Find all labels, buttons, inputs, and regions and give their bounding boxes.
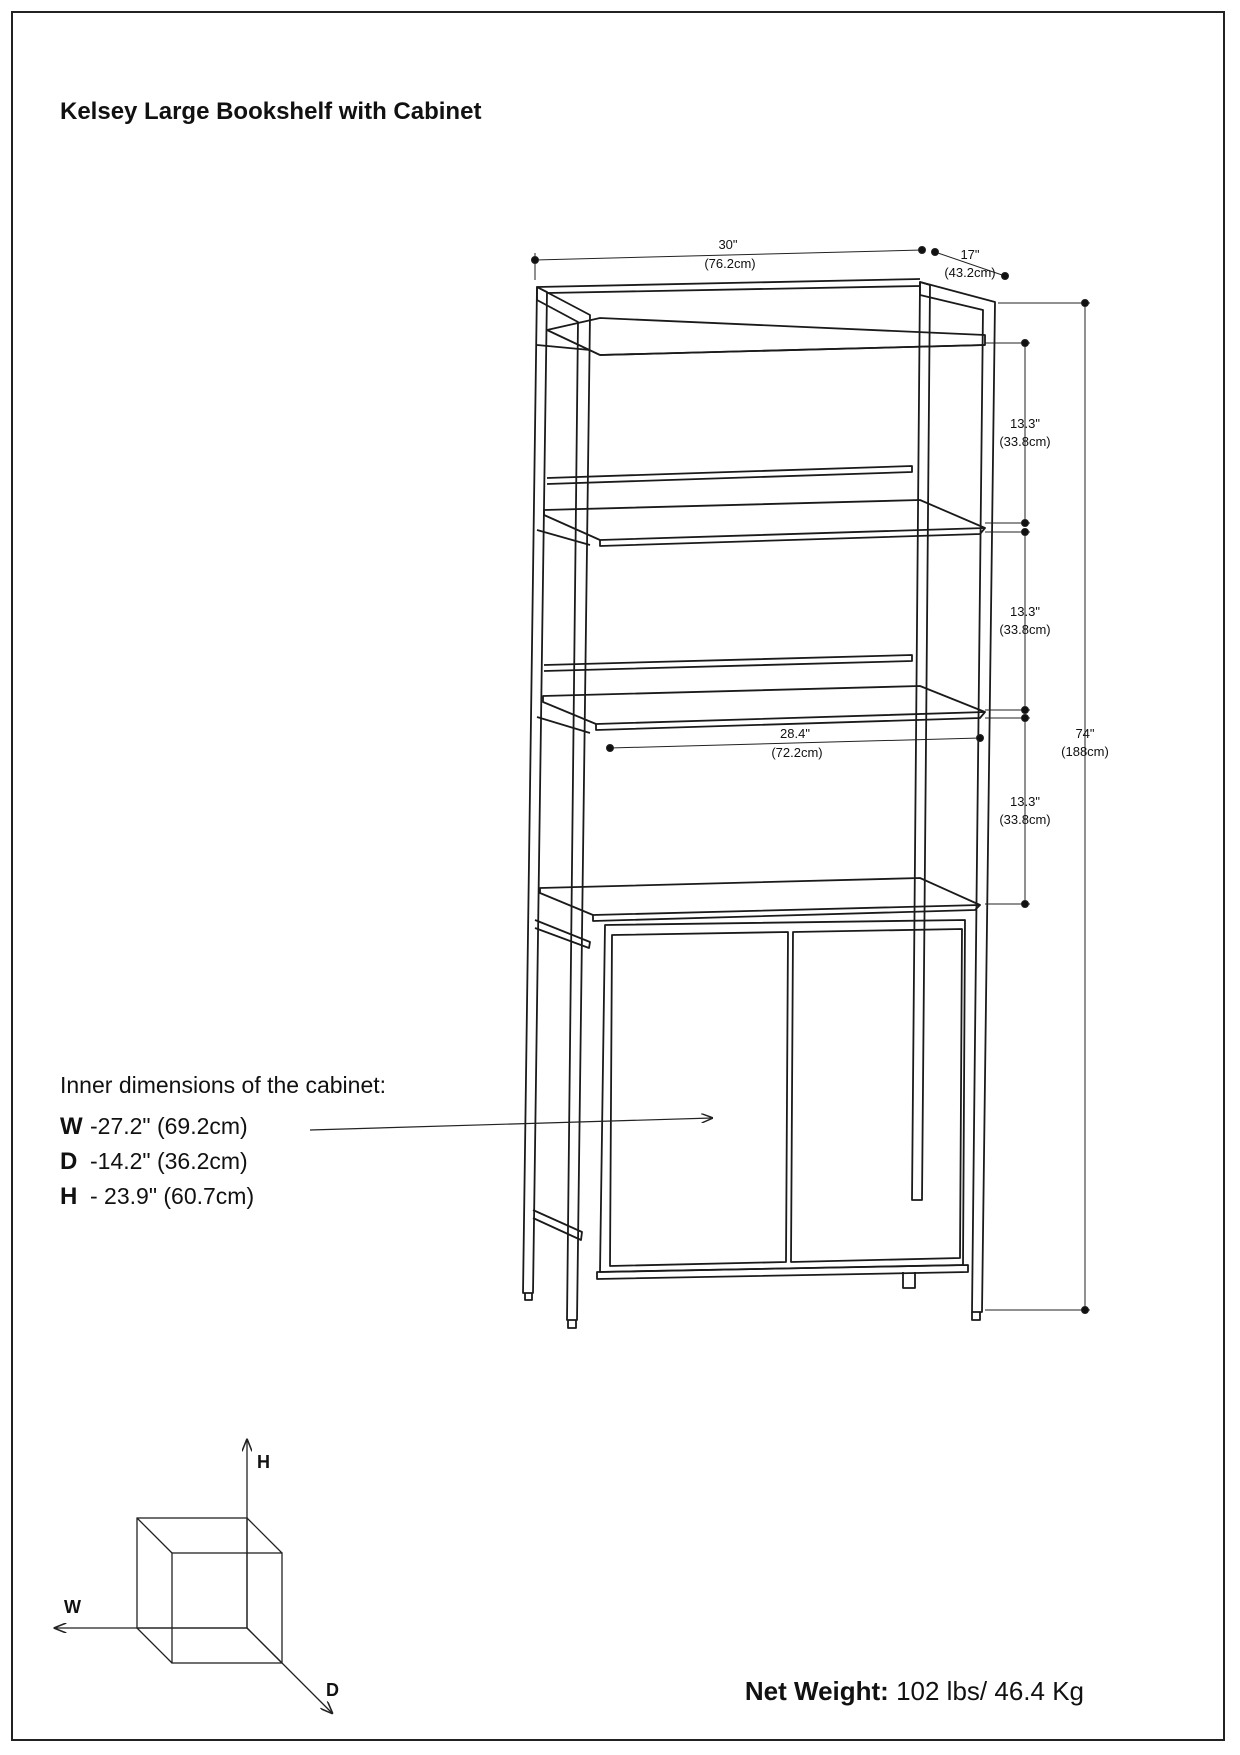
shelf-spacing-2-in: 13.3" (1010, 604, 1040, 619)
inner-width-value: -27.2" (69.2cm) (90, 1113, 248, 1139)
dimension-lines (532, 247, 1091, 1314)
page-title: Kelsey Large Bookshelf with Cabinet (60, 98, 482, 125)
bookshelf-outline (523, 279, 995, 1328)
inner-height-value: - 23.9" (60.7cm) (90, 1183, 255, 1209)
cabinet-right-door (791, 929, 962, 1262)
top-rail (537, 279, 920, 287)
inner-width-cm: (72.2cm) (771, 745, 823, 760)
right-front-post (920, 282, 995, 1312)
inner-depth-value: -14.2" (36.2cm) (90, 1148, 248, 1174)
cabinet-inner-height (60, 1183, 386, 1218)
net-weight-value: 102 lbs/ 46.4 Kg (896, 1676, 1084, 1706)
height-cm: (188cm) (1061, 744, 1109, 759)
width-cm: (76.2cm) (704, 256, 756, 271)
right-rear-post (912, 282, 930, 1200)
cabinet-inner-depth (60, 1148, 386, 1183)
axis-w-label: W (64, 1597, 81, 1617)
shelf-spacing-3-cm: (33.8cm) (999, 812, 1051, 827)
axis-cube-icon (55, 1440, 332, 1713)
cabinet-inner-width (60, 1113, 386, 1148)
net-weight (745, 1676, 1084, 1707)
depth-cm: (43.2cm) (944, 265, 996, 280)
cabinet-inner-title: Inner dimensions of the cabinet: (60, 1072, 387, 1098)
axis-d-label: D (326, 1680, 339, 1700)
shelf-spacing-1-in: 13.3" (1010, 416, 1040, 431)
shelf-3 (543, 686, 985, 724)
shelf-spacing-3-in: 13.3" (1010, 794, 1040, 809)
height-in: 74" (1075, 726, 1095, 741)
width-in: 30" (718, 237, 738, 252)
net-weight-label: Net Weight: (744, 1676, 889, 1706)
inner-height-letter: H (60, 1183, 78, 1210)
inner-width-in: 28.4" (780, 726, 810, 741)
cabinet-inner-dimensions (60, 1072, 386, 1218)
depth-in: 17" (960, 247, 980, 262)
d-axis-arrow (247, 1628, 332, 1713)
cabinet-left-door (610, 932, 788, 1266)
axis-h-label: H (257, 1452, 270, 1472)
shelf-spacing-2-cm: (33.8cm) (999, 622, 1051, 637)
inner-depth-letter: D (60, 1148, 78, 1175)
cabinet-body (600, 920, 965, 1272)
shelf-spacing-1-cm: (33.8cm) (999, 434, 1051, 449)
left-rear-post (523, 287, 547, 1293)
inner-width-letter: W (60, 1113, 83, 1140)
